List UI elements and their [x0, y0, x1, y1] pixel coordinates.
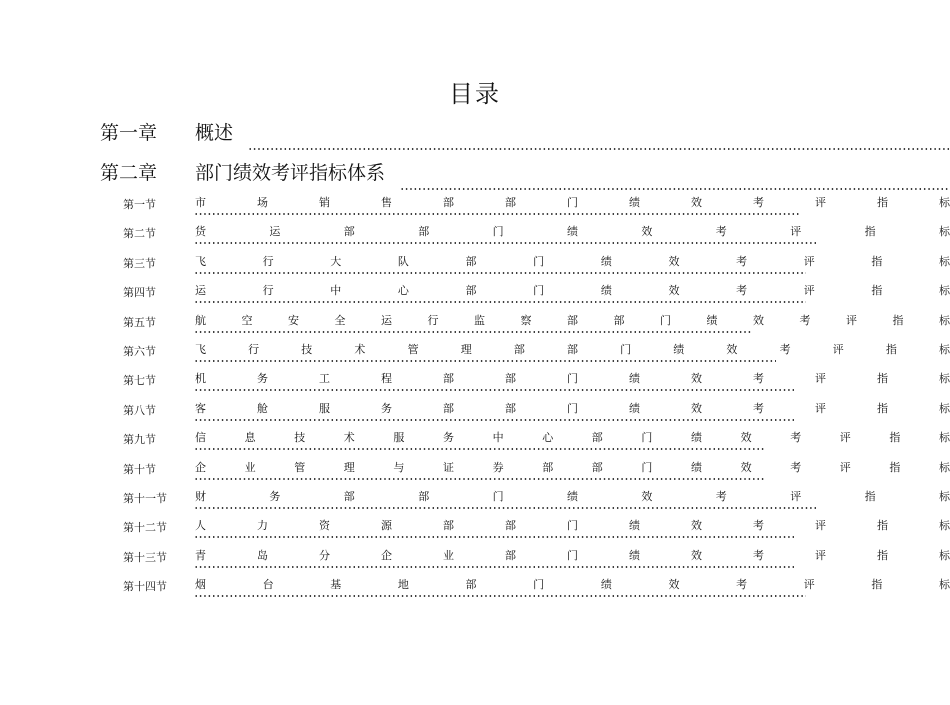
dot-leader	[194, 595, 806, 597]
section-name: 人 力 资 源 部 部 门 绩 效 考 评 指 标	[195, 519, 950, 533]
section-name: 财 务 部 部 门 绩 效 考 评 指 标	[195, 490, 950, 503]
section-name: 烟 台 基 地 部 门 绩 效 考 评 指 标	[195, 578, 950, 592]
section-name: 飞 行 大 队 部 门 绩 效 考 评 指 标	[195, 254, 950, 268]
toc-title: 目录	[449, 80, 501, 108]
dot-leader	[194, 389, 794, 391]
section-name: 运 行 中 心 部 门 绩 效 考 评 指 标	[195, 284, 950, 298]
section-number: 第八节	[123, 403, 156, 417]
dot-leader	[194, 566, 794, 568]
section-number: 第十一节	[123, 492, 167, 505]
chapter-name: 部门绩效考评指标体系	[195, 162, 386, 184]
section-number: 第五节	[123, 315, 156, 329]
section-name: 信 息 技 术 服 务 中 心 部 门 绩 效 考 评 指 标	[195, 431, 950, 445]
section-number: 第三节	[123, 256, 156, 270]
section-name: 货 运 部 部 门 绩 效 考 评 指 标	[195, 225, 950, 239]
section-name: 机 务 工 程 部 部 门 绩 效 考 评 指 标	[195, 372, 950, 386]
section-name: 航 空 安 全 运 行 监 察 部 部 门 绩 效 考 评 指 标	[195, 313, 950, 327]
section-entry[interactable]	[0, 314, 950, 344]
section-entry[interactable]	[0, 196, 950, 226]
section-entry[interactable]	[0, 578, 950, 608]
section-number: 第十二节	[123, 521, 167, 535]
section-entry[interactable]	[0, 461, 950, 491]
dot-leader	[194, 360, 776, 362]
section-number: 第二节	[123, 227, 156, 241]
section-entry[interactable]	[0, 284, 950, 314]
dot-leader	[194, 507, 818, 509]
dot-leader	[194, 419, 794, 421]
section-entry[interactable]	[0, 519, 950, 549]
section-number: 第十节	[123, 462, 156, 476]
dot-leader	[248, 148, 950, 150]
chapter-number: 第二章	[100, 162, 158, 184]
section-number: 第六节	[123, 345, 156, 358]
section-number: 第十三节	[123, 550, 167, 564]
chapter-name: 概述	[195, 122, 234, 144]
section-name: 飞 行 技 术 管 理 部 部 门 绩 效 考 评 指 标	[195, 343, 950, 356]
section-entry[interactable]	[0, 431, 950, 461]
section-entry[interactable]	[0, 225, 950, 255]
section-entry[interactable]	[0, 549, 950, 579]
dot-leader	[194, 242, 818, 244]
dot-leader	[194, 331, 751, 333]
section-number: 第四节	[123, 286, 156, 300]
section-name: 企 业 管 理 与 证 券 部 部 门 绩 效 考 评 指 标	[195, 460, 950, 474]
dot-leader	[194, 213, 799, 215]
section-entry[interactable]	[0, 402, 950, 432]
section-entry[interactable]	[0, 490, 950, 520]
section-number: 第一节	[123, 198, 156, 211]
section-name: 客 舱 服 务 部 部 门 绩 效 考 评 指 标	[195, 401, 950, 415]
section-entry[interactable]	[0, 372, 950, 402]
section-entry[interactable]	[0, 255, 950, 285]
dot-leader	[194, 536, 794, 538]
section-name: 市 场 销 售 部 部 门 绩 效 考 评 指 标	[195, 196, 950, 209]
section-name: 青 岛 分 企 业 部 门 绩 效 考 评 指 标	[195, 548, 950, 562]
dot-leader	[194, 272, 806, 274]
dot-leader	[194, 478, 764, 480]
chapter-number: 第一章	[100, 122, 158, 144]
dot-leader	[194, 301, 806, 303]
section-number: 第七节	[123, 374, 156, 388]
section-entry[interactable]	[0, 343, 950, 373]
section-number: 第九节	[123, 433, 156, 447]
dot-leader	[400, 188, 950, 190]
dot-leader	[194, 448, 764, 450]
section-number: 第十四节	[123, 580, 167, 594]
